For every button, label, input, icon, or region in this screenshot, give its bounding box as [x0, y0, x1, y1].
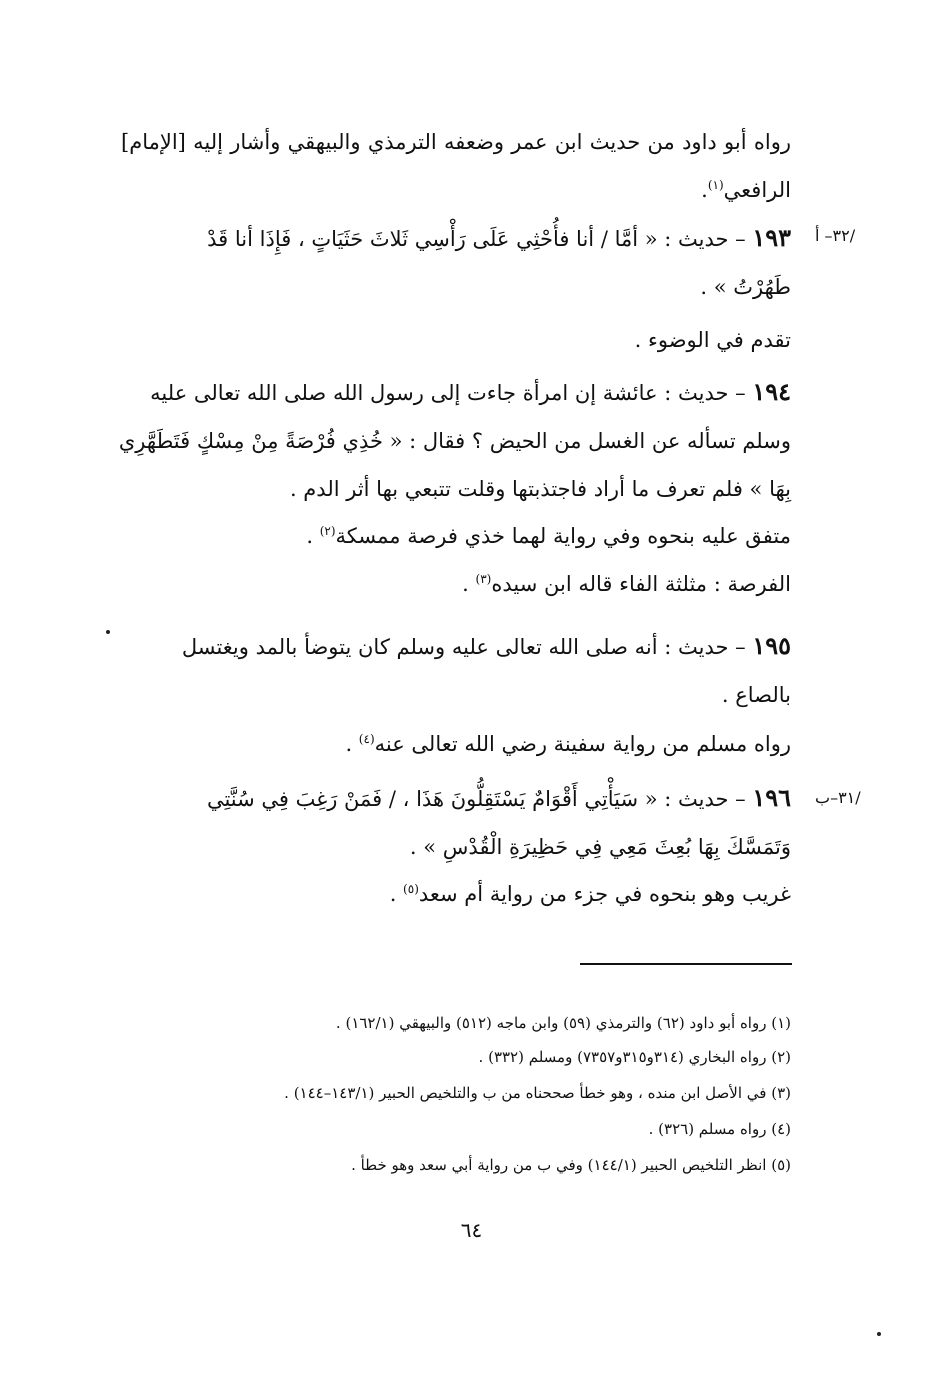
hadith-194-note	[121, 512, 791, 608]
text-fragment: – حديث : « أمَّا / أنا فأُحْثِي عَلَى رَأْسِي ثَلاثَ حَثَيَاتٍ ، فَإِذَا أنا قَدْ	[207, 227, 753, 251]
text-line: طَهُرْتُ » .	[700, 275, 791, 299]
hadith-193	[121, 214, 791, 311]
hadith-195	[121, 622, 791, 719]
text-line	[121, 368, 791, 417]
hadith-195-note	[121, 720, 791, 768]
scan-speck	[877, 1332, 881, 1336]
footnote-4: (٤) رواه مسلم (٣٢٦) .	[648, 1120, 791, 1138]
footnote-ref: (٤)	[358, 732, 375, 746]
text-line: الفرصة : مثلثة الفاء قاله ابن سيده$^{(٣)}$ .	[462, 572, 791, 596]
footnote-ref: (١)	[707, 178, 724, 192]
hadith-number: ١٩٥	[752, 631, 791, 660]
text-fragment: الرافعي	[723, 178, 791, 202]
text-line	[121, 774, 791, 823]
footnote-ref: (٢)	[319, 524, 336, 538]
text-line: وسلم تسأله عن الغسل من الحيض ؟ فقال : « خُذِي فُرْصَةً مِنْ مِسْكٍ فَتَطَهَّرِي	[118, 429, 791, 453]
hadith-194	[118, 368, 791, 513]
hadith-196	[121, 774, 791, 871]
text-fragment: غريب وهو بنحوه في جزء من رواية أم سعد	[418, 882, 791, 906]
scan-speck	[106, 630, 110, 634]
text-fragment: .	[701, 178, 708, 202]
hadith-193-note	[121, 316, 791, 364]
text-line: رواه أبو داود من حديث ابن عمر وضعفه الترمذي والبيهقي وأشار إليه [الإمام]	[121, 130, 791, 154]
text-fragment: – حديث : أنه صلى الله تعالى عليه وسلم كان يتوضأ بالمد ويغتسل	[181, 635, 753, 659]
paragraph-rawahu	[121, 118, 791, 214]
hadith-number: ١٩٤	[752, 377, 791, 406]
page-number: ٦٤	[460, 1218, 483, 1242]
footnote-3: (٣) في الأصل ابن منده ، وهو خطأ صححناه من ب والتلخيص الحبير (١٤٣/١–١٤٤) .	[284, 1084, 791, 1102]
text-line: بالصاع .	[721, 683, 791, 707]
margin-folio-marker: /٣١–ب	[815, 788, 861, 807]
text-fragment: – حديث : عائشة إن امرأة جاءت إلى رسول الله صلى الله تعالى عليه	[150, 381, 753, 405]
text-line: وَتَمَسَّكَ بِهَا بُعِثَ مَعِي فِي حَظِيرَةِ الْقُدْسِ » .	[409, 835, 791, 859]
text-line: متفق عليه بنحوه وفي رواية لهما خذي فرصة ممسكة$^{(٢)}$ .	[306, 524, 791, 548]
text-line: تقدم في الوضوء .	[634, 328, 791, 352]
footnote-separator	[580, 963, 792, 965]
text-line	[121, 214, 791, 263]
text-line	[121, 166, 791, 214]
hadith-number: ١٩٦	[752, 783, 791, 812]
text-line: رواه مسلم من رواية سفينة رضي الله تعالى عنه$^{(٤)}$ .	[345, 732, 791, 756]
text-fragment: – حديث : « سَيَأْتِي أَقْوَامٌ يَسْتَقِلُّونَ هَذَا ، / فَمَنْ رَغِبَ فِي سُنَّتِي	[206, 787, 753, 811]
text-fragment: رواه مسلم من رواية سفينة رضي الله تعالى عنه	[374, 732, 791, 756]
margin-folio-marker: /٣٢– أ	[815, 226, 856, 245]
hadith-196-note	[121, 870, 791, 918]
text-line	[121, 622, 791, 671]
hadith-number: ١٩٣	[752, 223, 791, 252]
text-line: غريب وهو بنحوه في جزء من رواية أم سعد$^{(٥)}$ .	[389, 882, 791, 906]
footnote-5: (٥) انظر التلخيص الحبير (١٤٤/١) وفي ب من رواية أبي سعد وهو خطأ .	[351, 1156, 791, 1174]
text-fragment: متفق عليه بنحوه وفي رواية لهما خذي فرصة ممسكة	[335, 524, 791, 548]
footnote-ref: (٥)	[403, 882, 419, 896]
text-fragment: الفرصة : مثلثة الفاء قاله ابن سيده	[491, 572, 791, 596]
footnote-ref: (٣)	[475, 572, 492, 586]
footnote-1: (١) رواه أبو داود (٦٢) والترمذي (٥٩) وابن ماجه (٥١٢) والبيهقي (١٦٢/١) .	[335, 1014, 791, 1032]
text-line: بِهَا » فلم تعرف ما أراد فاجتذبتها وقلت تتبعي بها أثر الدم .	[289, 477, 791, 501]
footnote-2: (٢) رواه البخاري (٣١٤و٣١٥و٧٣٥٧) ومسلم (٣٣٢) .	[478, 1048, 791, 1066]
